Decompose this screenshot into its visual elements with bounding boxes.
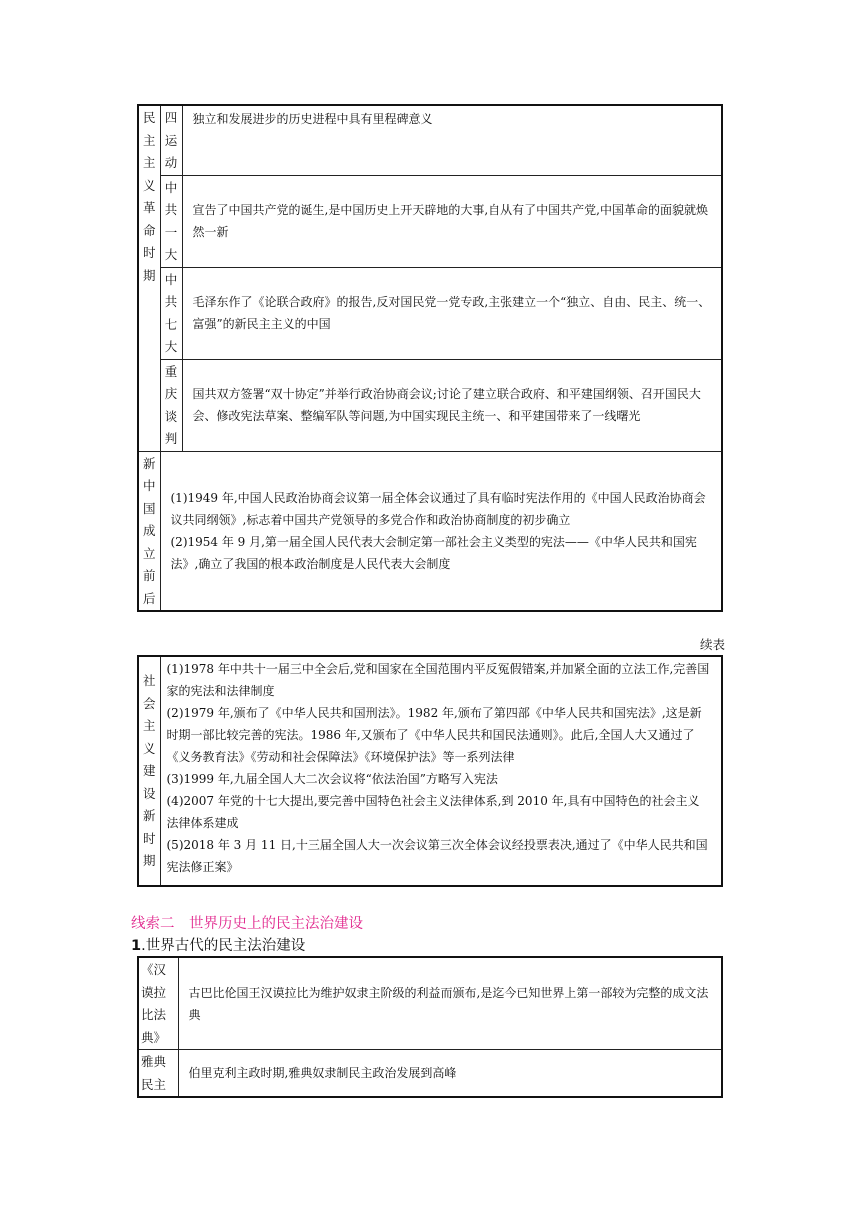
item-label: 《汉谟拉比法典》 — [138, 957, 178, 1050]
period-item: (5)2018 年 3 月 11 日,十三届全国人大一次会议第三次全体会议经投票表决,通过了《中华人民共和国宪法修正案》 — [166, 838, 708, 874]
period-item: (1)1949 年,中国人民政治协商会议第一届全体会议通过了具有临时宪法作用的《中国人民政治协商会议共同纲领》,标志着中国共产党领导的多党合作和政治协商制度的初步确立 — [170, 490, 706, 527]
period-item: (2)1954 年 9 月,第一届全国人民代表大会制定第一部社会主义类型的宪法——《中华人民共和国宪法》,确立了我国的根本政治制度是人民代表大会制度 — [170, 534, 697, 571]
continued-label: 续表 — [700, 637, 726, 652]
event-description: 独立和发展进步的历史进程中具有里程碑意义 — [182, 105, 722, 175]
event-label: 四运动 — [160, 105, 182, 175]
period-description — [160, 656, 722, 886]
item-description: 古巴比伦国王汉谟拉比为维护奴隶主阶级的利益而颁布,是迄今已知世界上第一部较为完整的成文法典 — [178, 957, 722, 1050]
history-table-part1 — [137, 104, 723, 612]
ancient-law-table — [137, 956, 723, 1098]
item-description: 伯里克利主政时期,雅典奴隶制民主政治发展到高峰 — [178, 1050, 722, 1098]
event-description: 宣告了中国共产党的诞生,是中国历史上开天辟地的大事,自从有了中国共产党,中国革命的面貌就焕然一新 — [182, 175, 722, 267]
event-description: 国共双方签署“双十协定”并举行政治协商会议;讨论了建立联合政府、和平建国纲领、召开国民大会、修改宪法草案、整编军队等问题,为中国实现民主统一、和平建国带来了一线曙光 — [182, 359, 722, 451]
period-description — [160, 451, 722, 611]
event-label: 重庆谈判 — [160, 359, 182, 451]
history-table-part2 — [137, 655, 723, 887]
event-description: 毛泽东作了《论联合政府》的报告,反对国民党一党专政,主张建立一个“独立、自由、民主、统一、富强”的新民主主义的中国 — [182, 267, 722, 359]
subsection-title — [131, 934, 305, 955]
period-item: (2)1979 年,颁布了《中华人民共和国刑法》。1982 年,颁布了第四部《中华人民共和国宪法》,这是新时期一部比较完善的宪法。1986 年,又颁布了《中华人民共和国民法通则》。此后,全国人大又通过了《义务教育法》《劳动和社会保障法》《环境保护法》等一系列法律 — [166, 706, 702, 764]
period-item: (4)2007 年党的十七大提出,要完善中国特色社会主义法律体系,到 2010 年,具有中国特色的社会主义法律体系建成 — [166, 794, 700, 830]
period-label-revolution: 民主主义革命时期 — [138, 105, 160, 451]
item-label: 雅典民主 — [138, 1050, 178, 1098]
period-item: (3)1999 年,九届全国人大二次会议将“依法治国”方略写入宪法 — [166, 772, 498, 786]
subsection-text: .世界古代的民主法治建设 — [141, 938, 306, 954]
period-label-new-china: 新中国成立前后 — [138, 451, 160, 611]
subsection-number: 1 — [131, 938, 142, 954]
event-label: 中共一大 — [160, 175, 182, 267]
event-label: 中共七大 — [160, 267, 182, 359]
period-item: (1)1978 年中共十一届三中全会后,党和国家在全国范围内平反冤假错案,并加紧全面的立法工作,完善国家的宪法和法律制度 — [166, 662, 710, 698]
section-title: 线索二 世界历史上的民主法治建设 — [131, 916, 363, 932]
period-label-socialist: 社会主义建设新时期 — [138, 656, 160, 886]
